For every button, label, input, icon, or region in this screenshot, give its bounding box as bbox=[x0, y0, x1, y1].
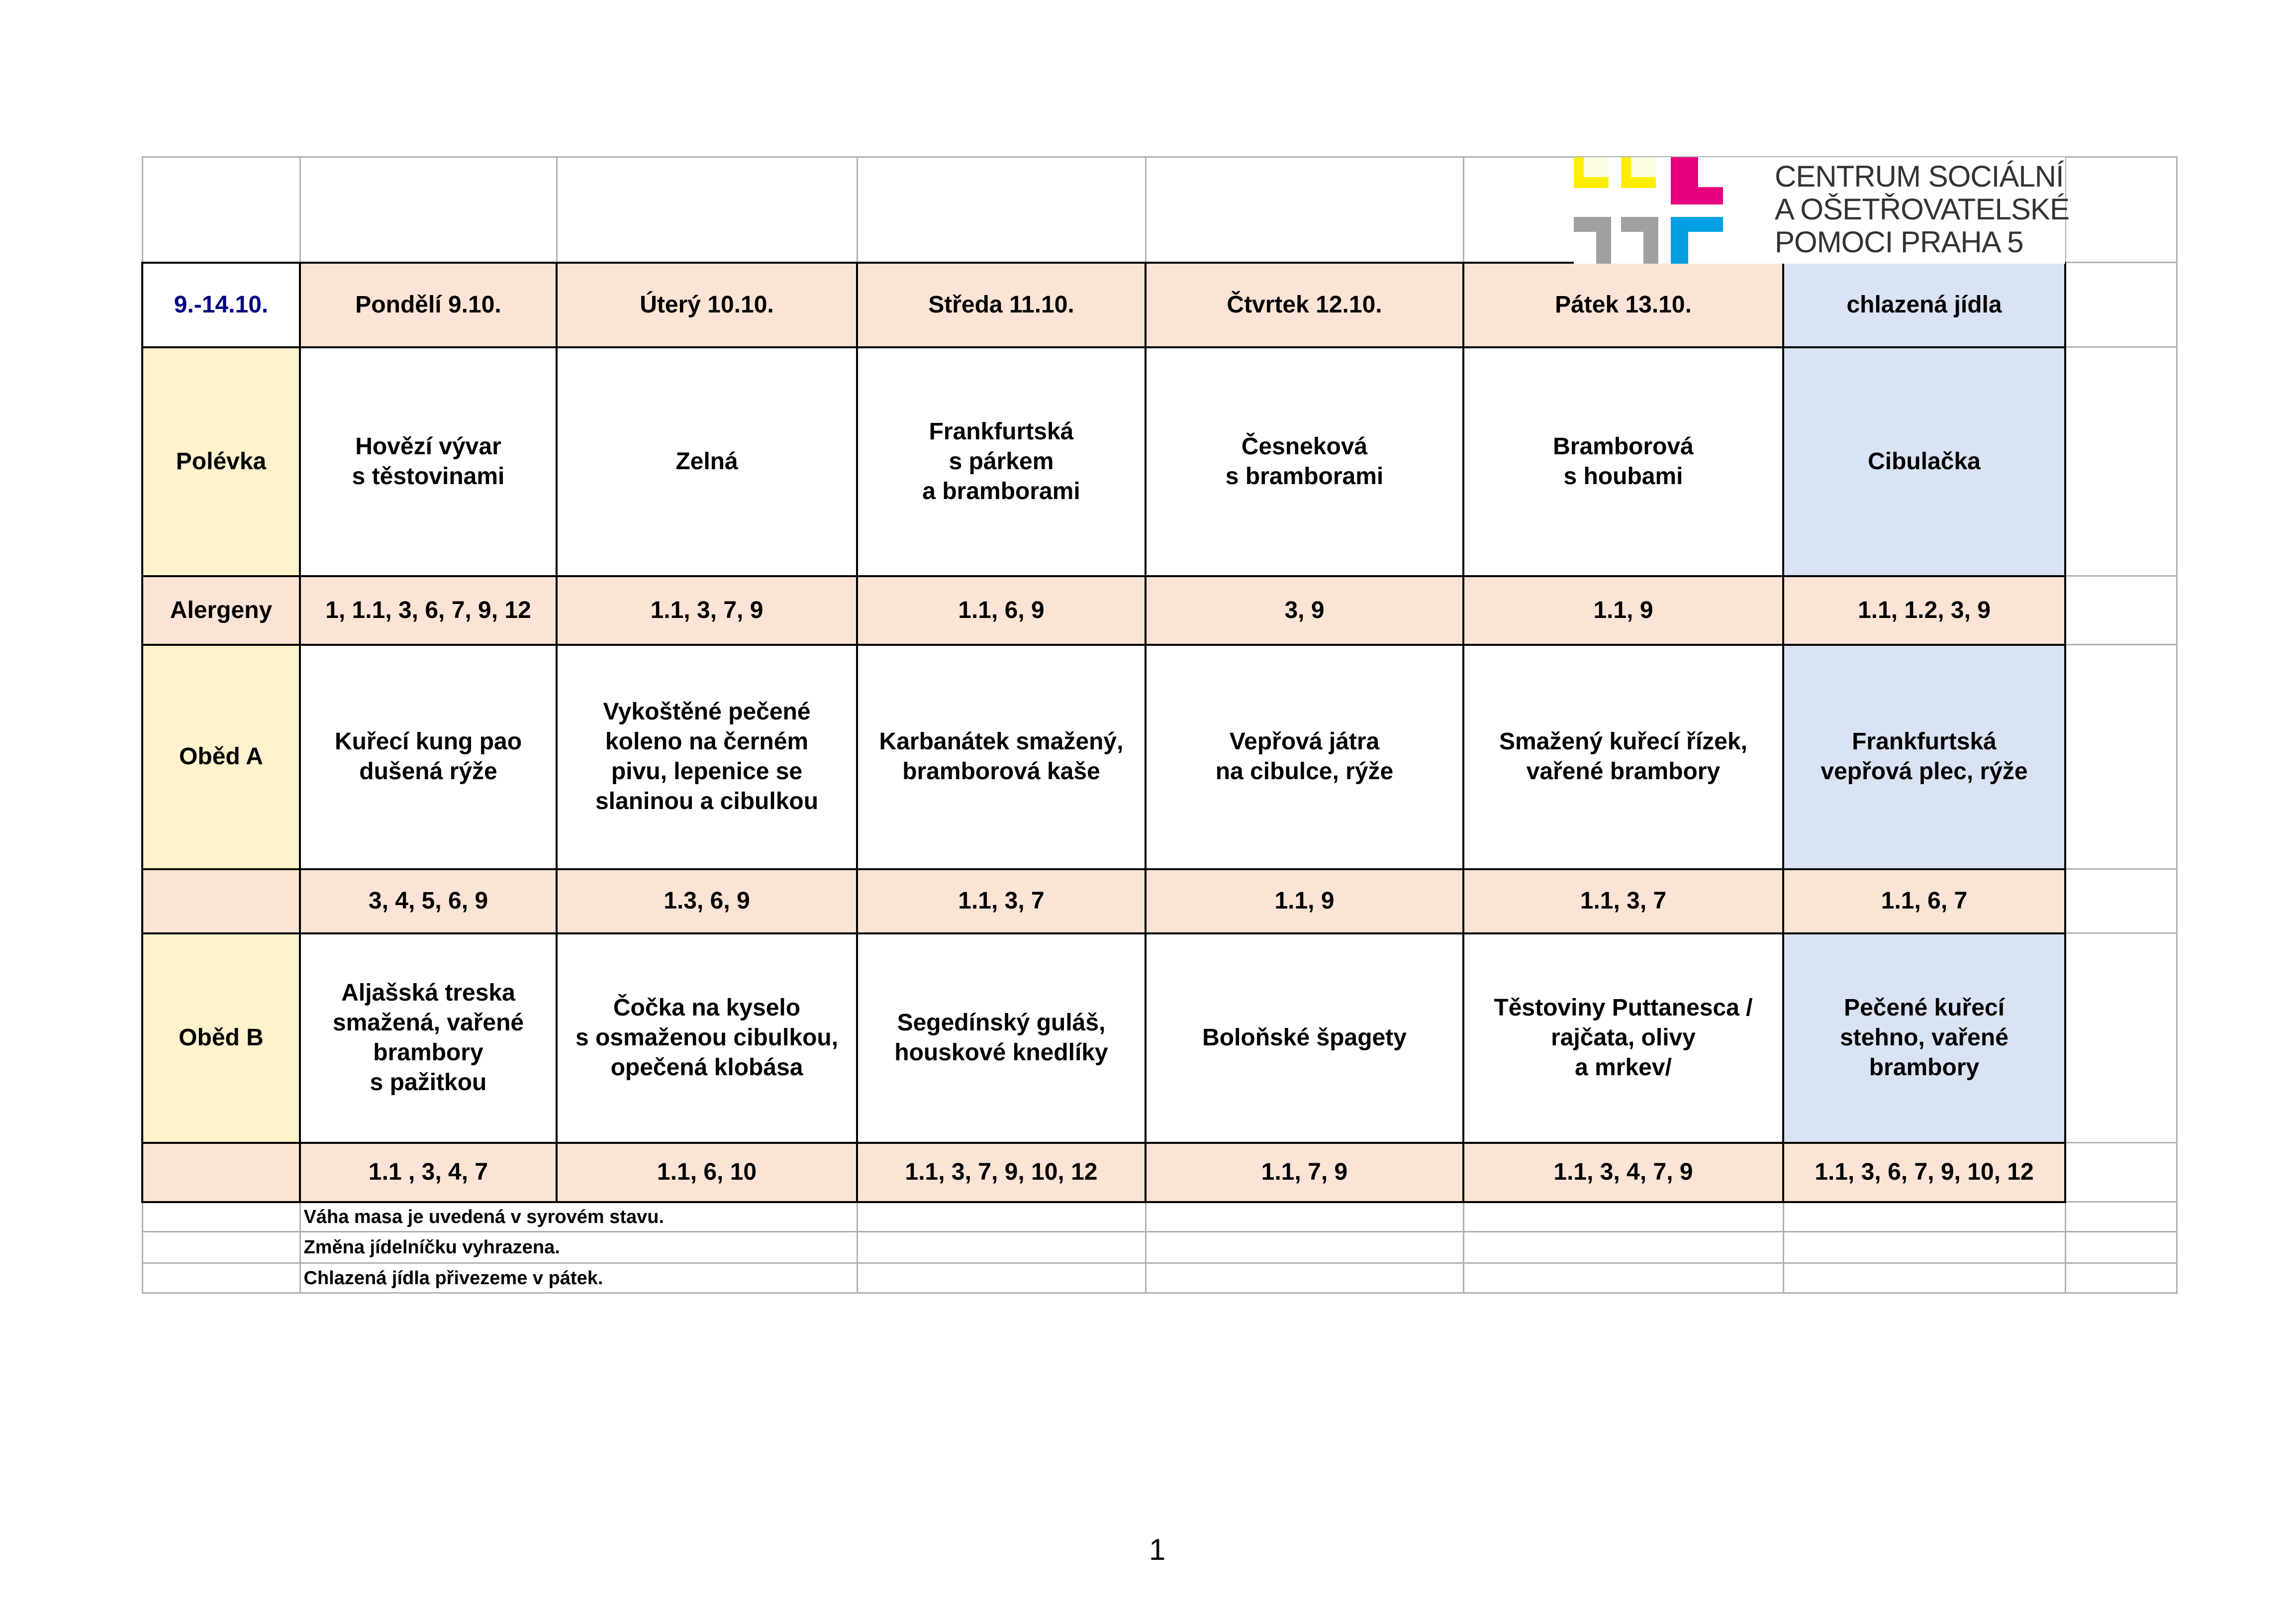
day-header: Pondělí 9.10. bbox=[300, 263, 557, 347]
empty-cell bbox=[2065, 347, 2177, 576]
allergen-cell: 1.1, 6, 7 bbox=[1783, 869, 2065, 933]
logo-line: A OŠETŘOVATELSKÉ bbox=[1775, 193, 2069, 226]
empty-cell bbox=[1783, 1232, 2065, 1263]
day-header: Úterý 10.10. bbox=[557, 263, 857, 347]
empty-cell bbox=[857, 1263, 1146, 1293]
empty-cell bbox=[2065, 869, 2177, 933]
row-label bbox=[142, 1143, 300, 1202]
allergen-cell: 1.1, 3, 7, 9, 10, 12 bbox=[857, 1143, 1146, 1202]
allergen-cell: 1.1, 3, 7 bbox=[857, 869, 1146, 933]
day-header: Čtvrtek 12.10. bbox=[1146, 263, 1463, 347]
dish-cell: Karbanátek smažený, bramborová kaše bbox=[857, 645, 1146, 869]
empty-cell bbox=[857, 1232, 1146, 1263]
organization-logo bbox=[1574, 157, 2069, 264]
logo-line: CENTRUM SOCIÁLNÍ bbox=[1775, 160, 2064, 193]
dish-cell: Smažený kuřecí řízek, vařené brambory bbox=[1463, 645, 1783, 869]
dish-cell: Těstoviny Puttanesca / rajčata, olivy a mrkev/ bbox=[1463, 933, 1783, 1143]
dish-cell: Čočka na kyselo s osmaženou cibulkou, opečená klobása bbox=[557, 933, 857, 1143]
empty-cell bbox=[1463, 1232, 1783, 1263]
dish-cell: Frankfurtská s párkem a bramborami bbox=[857, 347, 1146, 576]
day-header: Pátek 13.10. bbox=[1463, 263, 1783, 347]
note-text: Chlazená jídla přivezeme v pátek. bbox=[300, 1263, 857, 1293]
empty-cell bbox=[1146, 157, 1463, 263]
allergen-cell: 1.1, 3, 7 bbox=[1463, 869, 1783, 933]
allergen-cell: 1.1, 7, 9 bbox=[1146, 1143, 1463, 1202]
empty-cell bbox=[1783, 1202, 2065, 1232]
empty-cell bbox=[142, 1232, 300, 1263]
empty-cell bbox=[2065, 576, 2177, 645]
allergen-cell: 3, 4, 5, 6, 9 bbox=[300, 869, 557, 933]
empty-cell bbox=[2065, 1202, 2177, 1232]
dish-cell: Pečené kuřecí stehno, vařené brambory bbox=[1783, 933, 2065, 1143]
note-text: Změna jídelníčku vyhrazena. bbox=[300, 1232, 857, 1263]
empty-cell bbox=[2065, 645, 2177, 869]
empty-cell bbox=[1783, 1263, 2065, 1293]
day-header: chlazená jídla bbox=[1783, 263, 2065, 347]
empty-cell bbox=[857, 157, 1146, 263]
allergen-cell: 1, 1.1, 3, 6, 7, 9, 12 bbox=[300, 576, 557, 645]
dish-cell: Vepřová játra na cibulce, rýže bbox=[1146, 645, 1463, 869]
dish-cell: Segedínský guláš, houskové knedlíky bbox=[857, 933, 1146, 1143]
dish-cell: Kuřecí kung pao dušená rýže bbox=[300, 645, 557, 869]
dish-cell: Česneková s bramborami bbox=[1146, 347, 1463, 576]
empty-cell bbox=[2065, 1263, 2177, 1293]
menu-table bbox=[141, 156, 2178, 1294]
allergen-cell: 1.1, 6, 9 bbox=[857, 576, 1146, 645]
row-label: Alergeny bbox=[142, 576, 300, 645]
empty-cell bbox=[557, 157, 857, 263]
row-label: Oběd B bbox=[142, 933, 300, 1143]
empty-cell bbox=[142, 157, 300, 263]
allergen-cell: 1.1, 3, 4, 7, 9 bbox=[1463, 1143, 1783, 1202]
empty-cell bbox=[142, 1263, 300, 1293]
empty-cell bbox=[1463, 1263, 1783, 1293]
dish-cell: Cibulačka bbox=[1783, 347, 2065, 576]
empty-cell bbox=[142, 1202, 300, 1232]
row-label bbox=[142, 869, 300, 933]
empty-cell bbox=[2065, 1232, 2177, 1263]
allergen-cell: 1.1, 9 bbox=[1463, 576, 1783, 645]
week-range: 9.-14.10. bbox=[142, 263, 300, 347]
logo-line: POMOCI PRAHA 5 bbox=[1775, 225, 2023, 259]
empty-cell bbox=[1146, 1202, 1463, 1232]
empty-cell bbox=[2065, 933, 2177, 1143]
row-label: Polévka bbox=[142, 347, 300, 576]
dish-cell: Hovězí vývar s těstovinami bbox=[300, 347, 557, 576]
allergen-cell: 1.1, 3, 6, 7, 9, 10, 12 bbox=[1783, 1143, 2065, 1202]
allergen-cell: 1.1, 6, 10 bbox=[557, 1143, 857, 1202]
dish-cell: Vykoštěné pečené koleno na černém pivu, lepenice se slaninou a cibulkou bbox=[557, 645, 857, 869]
empty-cell bbox=[1146, 1232, 1463, 1263]
allergen-cell: 1.1, 3, 7, 9 bbox=[557, 576, 857, 645]
dish-cell: Aljašská treska smažená, vařené brambory s pažitkou bbox=[300, 933, 557, 1143]
empty-cell bbox=[2065, 263, 2177, 347]
row-label: Oběd A bbox=[142, 645, 300, 869]
logo-text bbox=[1775, 160, 2069, 259]
dish-cell: Frankfurtská vepřová plec, rýže bbox=[1783, 645, 2065, 869]
allergen-cell: 1.1, 9 bbox=[1146, 869, 1463, 933]
dish-cell: Zelná bbox=[557, 347, 857, 576]
empty-cell bbox=[1463, 1202, 1783, 1232]
page-number: 1 bbox=[1149, 1533, 1166, 1566]
dish-cell: Bramborová s houbami bbox=[1463, 347, 1783, 576]
note-text: Váha masa je uvedená v syrovém stavu. bbox=[300, 1202, 857, 1232]
empty-cell bbox=[857, 1202, 1146, 1232]
dish-cell: Boloňské špagety bbox=[1146, 933, 1463, 1143]
day-header: Středa 11.10. bbox=[857, 263, 1146, 347]
empty-cell bbox=[2065, 1143, 2177, 1202]
allergen-cell: 1.3, 6, 9 bbox=[557, 869, 857, 933]
allergen-cell: 1.1 , 3, 4, 7 bbox=[300, 1143, 557, 1202]
allergen-cell: 1.1, 1.2, 3, 9 bbox=[1783, 576, 2065, 645]
empty-cell bbox=[1146, 1263, 1463, 1293]
allergen-cell: 3, 9 bbox=[1146, 576, 1463, 645]
empty-cell bbox=[2065, 157, 2177, 263]
empty-cell bbox=[300, 157, 557, 263]
